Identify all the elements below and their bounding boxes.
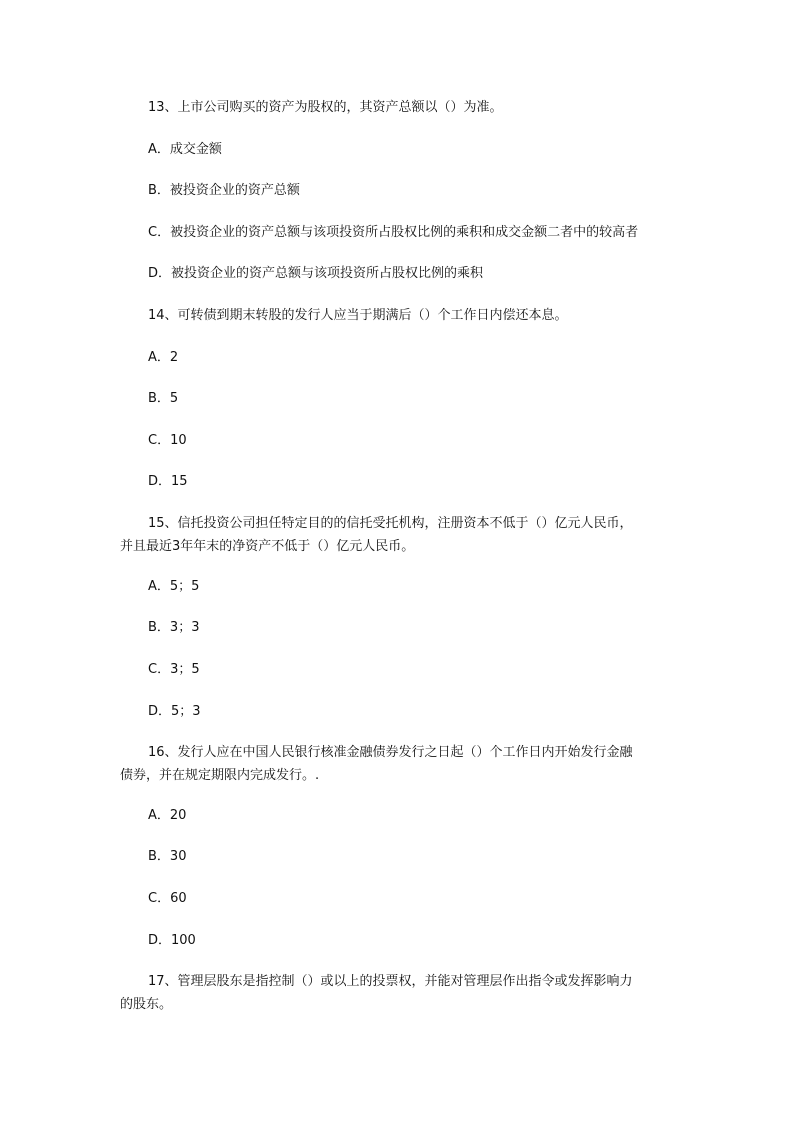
question-16-option-b: B．30 [148,849,187,864]
question-14-option-a: A．2 [148,350,179,365]
question-13-option-b: B．被投资企业的资产总额 [148,183,300,198]
question-16-stem-line-2: 债券，并在规定期限内完成发行。. [120,768,320,783]
question-13-option-a: A．成交金额 [148,142,222,157]
question-14-stem: 14、可转债到期末转股的发行人应当于期满后（）个工作日内偿还本息。 [148,308,568,323]
question-16-option-d: D．100 [148,933,196,948]
question-15-stem-line-2: 并且最近3年年末的净资产不低于（）亿元人民币。 [120,539,415,554]
question-15-option-c: C．3；5 [148,662,200,677]
question-15-option-b: B．3；3 [148,620,200,635]
question-15-stem-line-1: 15、信托投资公司担任特定目的的信托受托机构，注册资本不低于（）亿元人民币， [148,516,633,531]
question-13-option-d: D．被投资企业的资产总额与该项投资所占股权比例的乘积 [148,266,484,281]
question-14-option-b: B．5 [148,391,179,406]
question-13-option-c: C．被投资企业的资产总额与该项投资所占股权比例的乘积和成交金额二者中的较高者 [148,225,639,240]
question-16-stem-line-1: 16、发行人应在中国人民银行核准金融债券发行之日起（）个工作日内开始发行金融 [148,745,633,760]
question-17-stem-line-2: 的股东。 [120,997,173,1012]
question-14-option-c: C．10 [148,433,187,448]
question-15-option-d: D．5；3 [148,704,201,719]
question-14-option-d: D．15 [148,474,188,489]
question-17-stem-line-1: 17、管理层股东是指控制（）或以上的投票权，并能对管理层作出指令或发挥影响力 [148,974,633,989]
question-16-option-c: C．60 [148,891,187,906]
question-15-option-a: A．5；5 [148,579,200,594]
question-13-stem: 13、上市公司购买的资产为股权的，其资产总额以（）为准。 [148,100,503,115]
question-16-option-a: A．20 [148,808,187,823]
